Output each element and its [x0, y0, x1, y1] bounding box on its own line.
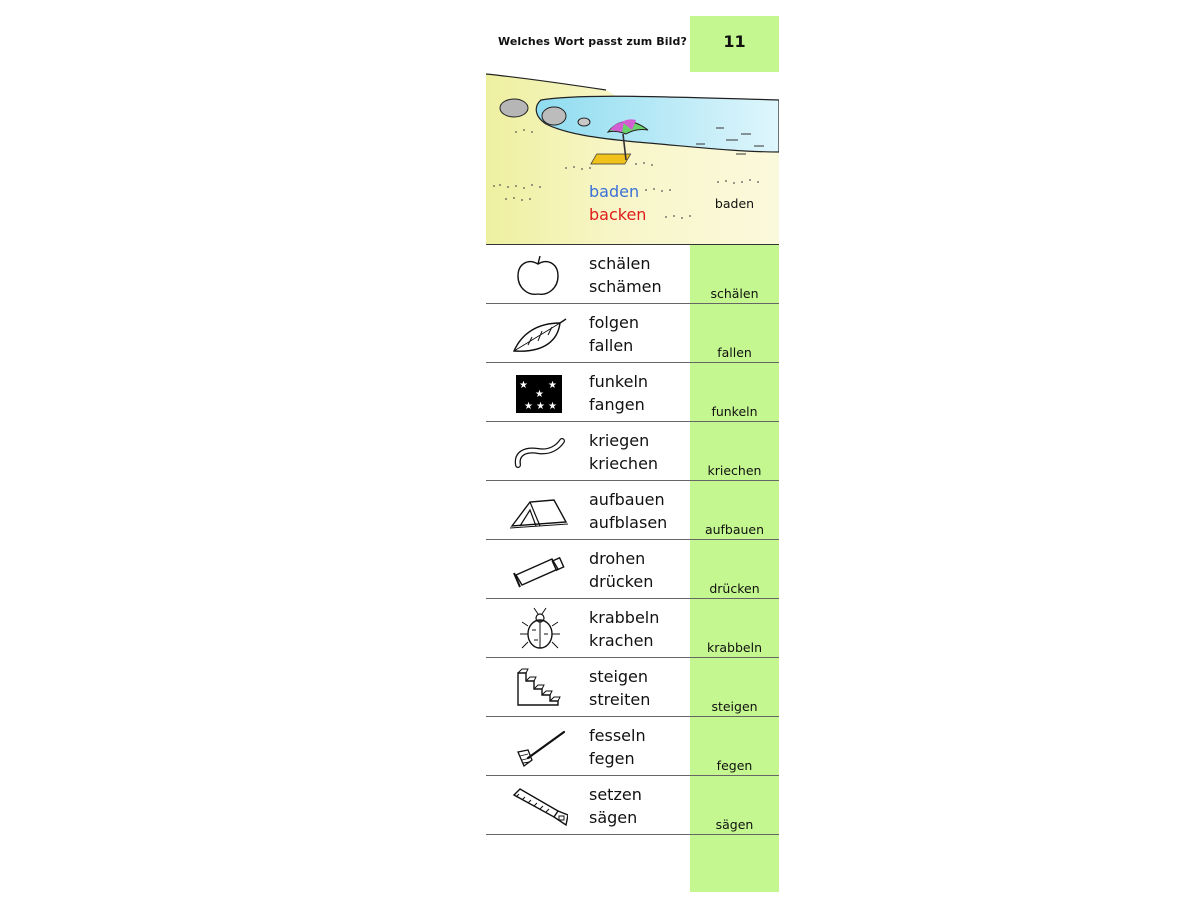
word-option-2: streiten	[589, 690, 651, 709]
answer-word: krabbeln	[707, 640, 762, 655]
worm-icon	[508, 427, 568, 477]
word-option-1: steigen	[589, 667, 649, 686]
broom-icon	[508, 722, 568, 772]
scene-word-option-1: baden	[589, 182, 640, 201]
answer-word: kriechen	[707, 463, 762, 478]
word-row	[486, 363, 779, 422]
answer-word: schälen	[710, 286, 759, 301]
word-row	[486, 481, 779, 540]
apple-icon	[508, 250, 568, 300]
answer-word: funkeln	[711, 404, 758, 419]
tube-icon	[508, 545, 568, 595]
word-option-1: kriegen	[589, 431, 650, 450]
answer-word: drücken	[709, 581, 760, 596]
svg-text:★: ★	[535, 389, 544, 400]
word-option-1: krabbeln	[589, 608, 660, 627]
word-row	[486, 540, 779, 599]
word-row	[486, 304, 779, 363]
word-option-1: fesseln	[589, 726, 646, 745]
answer-word: fallen	[717, 345, 752, 360]
word-option-2: fegen	[589, 749, 635, 768]
word-option-2: aufblasen	[589, 513, 668, 532]
answer-word: aufbauen	[704, 522, 765, 537]
beach-scene	[486, 72, 779, 244]
word-option-1: funkeln	[589, 372, 649, 391]
stairs-icon	[508, 663, 568, 713]
question-heading: Welches Wort passt zum Bild?	[498, 35, 687, 48]
word-option-2: kriechen	[589, 454, 659, 473]
stars-icon	[508, 368, 568, 418]
word-option-2: krachen	[589, 631, 654, 650]
word-option-1: schälen	[589, 254, 651, 273]
saw-icon	[508, 781, 568, 831]
svg-text:★: ★	[548, 380, 557, 391]
word-row	[486, 658, 779, 717]
scene-word-option-2: backen	[589, 205, 647, 224]
answer-word: fegen	[716, 758, 753, 773]
worksheet-card	[486, 16, 779, 892]
svg-text:★: ★	[519, 380, 528, 391]
word-row	[486, 599, 779, 658]
word-option-2: schämen	[589, 277, 662, 296]
beetle-icon	[508, 604, 568, 654]
word-row	[486, 245, 779, 304]
word-row	[486, 422, 779, 481]
svg-text:★: ★	[524, 401, 533, 412]
tent-icon	[508, 486, 568, 536]
word-option-1: setzen	[589, 785, 642, 804]
svg-text:★: ★	[548, 401, 557, 412]
word-option-2: fallen	[589, 336, 634, 355]
word-option-1: aufbauen	[589, 490, 665, 509]
word-option-2: drücken	[589, 572, 654, 591]
word-option-2: fangen	[589, 395, 645, 414]
word-option-1: folgen	[589, 313, 640, 332]
page-number: 11	[723, 32, 746, 51]
answer-word: sägen	[715, 817, 754, 832]
word-option-1: drohen	[589, 549, 646, 568]
scene-answer: baden	[714, 196, 755, 211]
word-row	[486, 717, 779, 776]
svg-text:★: ★	[536, 401, 545, 412]
word-option-2: sägen	[589, 808, 638, 827]
leaf-icon	[508, 309, 568, 359]
word-row	[486, 776, 779, 835]
answer-word: steigen	[711, 699, 758, 714]
